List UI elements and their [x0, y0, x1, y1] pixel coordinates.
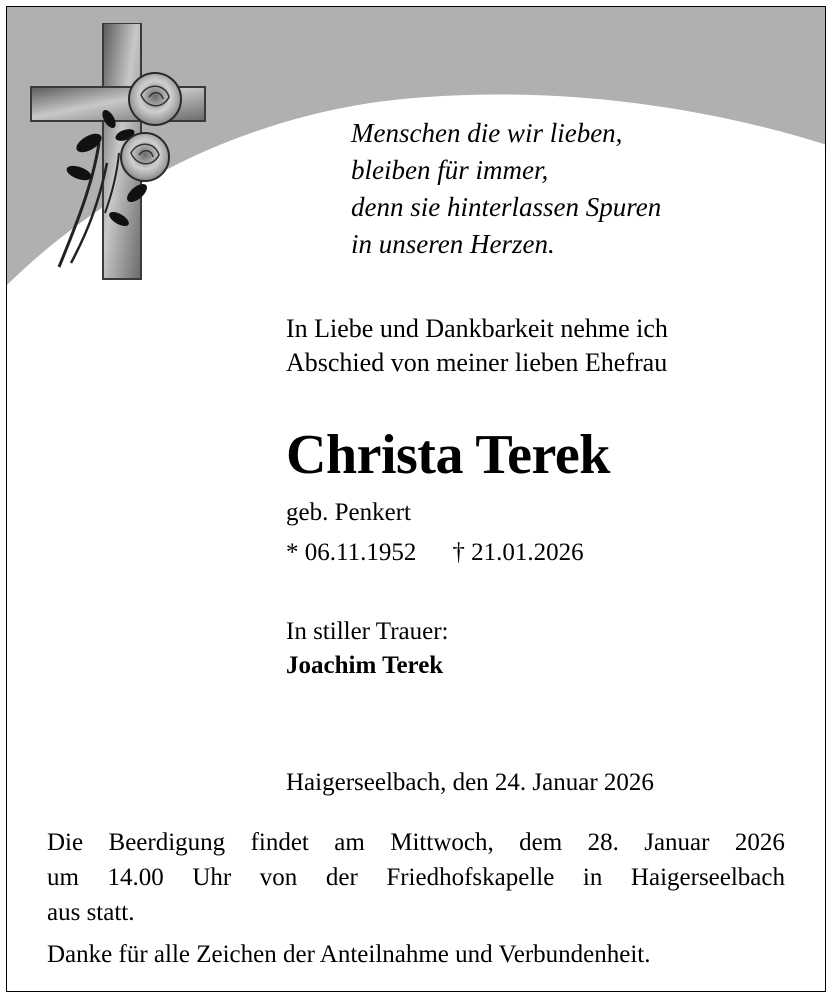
funeral-word: in	[582, 864, 603, 891]
funeral-word: findet	[250, 829, 309, 856]
birth-date: * 06.11.1952	[286, 539, 417, 566]
funeral-word: Mittwoch,	[390, 829, 494, 856]
funeral-word: der	[325, 864, 358, 891]
funeral-word: 14.00	[107, 864, 164, 891]
motto-line: bleiben für immer,	[351, 155, 549, 185]
funeral-word: Friedhofskapelle	[386, 864, 555, 891]
funeral-word: Die	[47, 829, 84, 856]
intro-text	[286, 312, 668, 380]
motto-line: in unseren Herzen.	[351, 229, 555, 259]
funeral-word: dem	[519, 829, 563, 856]
funeral-word: am	[334, 829, 365, 856]
maiden-name: geb. Penkert	[286, 499, 411, 526]
funeral-word: Januar	[644, 829, 710, 856]
deceased-name: Christa Terek	[286, 424, 610, 486]
place-and-date: Haigerseelbach, den 24. Januar 2026	[286, 769, 654, 796]
motto-line: denn sie hinterlassen Spuren	[351, 192, 662, 222]
funeral-word: Beerdigung	[108, 829, 226, 856]
funeral-line-3: aus statt.	[47, 899, 135, 926]
thanks-line: Danke für alle Zeichen der Anteilnahme und Verbundenheit.	[47, 941, 651, 968]
funeral-line-2	[47, 860, 785, 895]
funeral-notice	[47, 825, 785, 930]
motto-line: Menschen die wir lieben,	[351, 118, 623, 148]
funeral-line-1	[47, 825, 785, 860]
motto-verse	[351, 115, 661, 263]
obituary-notice	[6, 6, 826, 992]
funeral-word: Uhr	[192, 864, 232, 891]
funeral-word: Haigerseelbach	[630, 864, 785, 891]
intro-line: In Liebe und Dankbarkeit nehme ich	[286, 314, 668, 343]
life-dates	[286, 537, 584, 569]
cross-with-roses	[27, 23, 217, 283]
cross-icon	[31, 23, 205, 279]
funeral-word: 28.	[587, 829, 619, 856]
funeral-word: um	[47, 864, 79, 891]
funeral-word: von	[259, 864, 298, 891]
intro-line: Abschied von meiner lieben Ehefrau	[286, 348, 668, 377]
mourner-name: Joachim Terek	[286, 652, 444, 679]
funeral-word: 2026	[734, 829, 785, 856]
mourning-label: In stiller Trauer:	[286, 618, 449, 645]
death-date: † 21.01.2026	[452, 539, 584, 566]
